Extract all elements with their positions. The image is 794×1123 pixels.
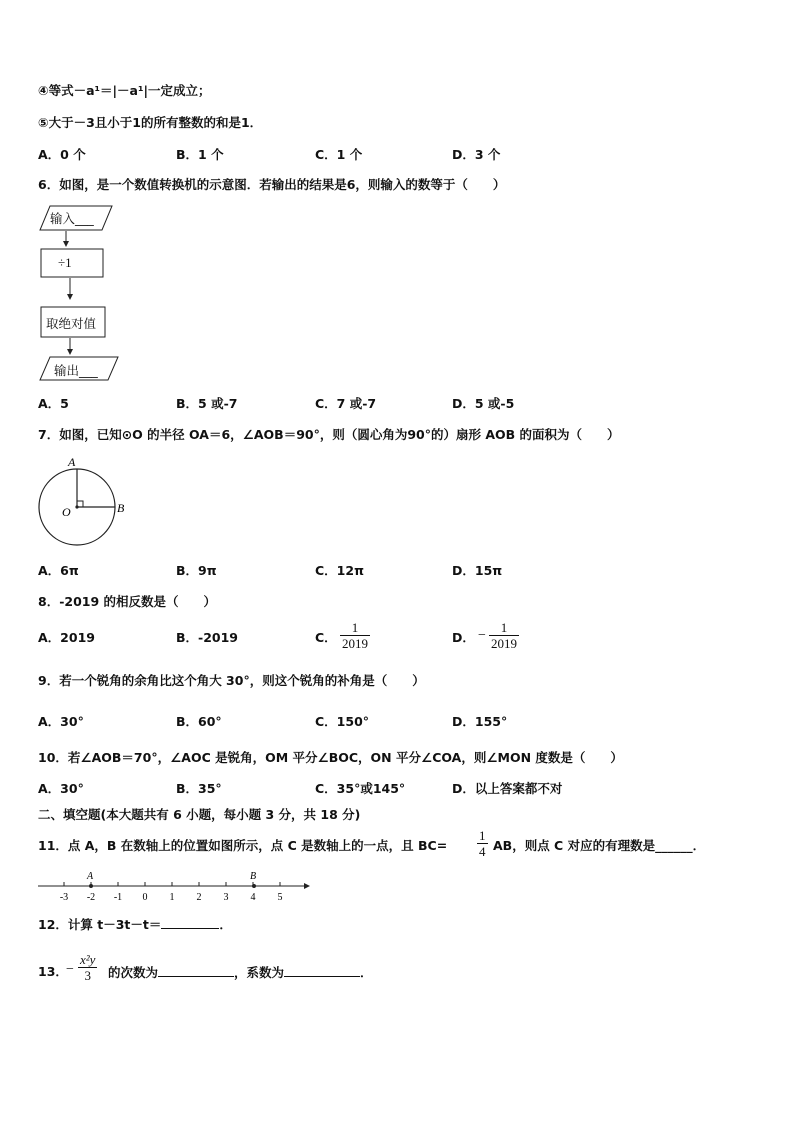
option-a: A．5 <box>38 396 69 411</box>
coefficient-blank[interactable] <box>284 964 360 977</box>
option-d: D．以上答案都不对 <box>452 781 563 796</box>
fraction-numerator: x²y <box>80 952 96 967</box>
fraction-denominator: 3 <box>84 968 91 983</box>
option-b: B．9π <box>176 563 217 578</box>
option-b: B．35° <box>176 781 222 796</box>
option-c: C．7 或-7 <box>315 396 377 411</box>
fraction-numerator: 1 <box>479 828 486 843</box>
question-10-text: 10．若∠AOB＝70°，∠AOC 是锐角，OM 平分∠BOC，ON 平分∠COA，则∠MON 度数是（ ） <box>38 750 623 765</box>
option-a: A．0 个 <box>38 147 86 162</box>
arrow-down-icon <box>63 241 69 247</box>
question-8-text: 8．-2019 的相反数是（ ） <box>38 594 217 609</box>
option-c: C．150° <box>315 714 370 729</box>
option-d: D． <box>452 630 475 645</box>
arrow-right-icon <box>304 883 310 889</box>
option-d: D．5 或-5 <box>452 396 515 411</box>
flow-divide-box <box>41 249 103 277</box>
flow-output-label: 输出___ <box>54 363 98 378</box>
question-6-text: 6．如图，是一个数值转换机的示意图．若输出的结果是6，则输入的数等于（ ） <box>38 177 506 192</box>
circle-diagram <box>34 452 134 552</box>
fraction-numerator: 1 <box>340 620 370 636</box>
option-b: B．5 或-7 <box>176 396 238 411</box>
option-c: C．1 个 <box>315 147 363 162</box>
fraction-denominator: 4 <box>479 844 486 859</box>
degree-blank[interactable] <box>158 964 234 977</box>
question-7-text: 7．如图，已知⊙O 的半径 OA＝6，∠AOB＝90°，则（圆心角为90°的）扇形 AOB 的面积为（ ） <box>38 427 620 442</box>
option-a: A．30° <box>38 781 84 796</box>
axis-tick-label: 5 <box>277 892 283 903</box>
question-12 <box>38 916 232 933</box>
degree-label: 的次数为 <box>108 965 159 980</box>
point-a <box>89 884 93 888</box>
question-12-text: 12．计算 t－3t－t＝ <box>38 917 162 932</box>
fraction-d <box>489 620 519 651</box>
option-b: B．1 个 <box>176 147 224 162</box>
question-11-text-post: AB，则点 C 对应的有理数是______． <box>493 838 706 853</box>
answer-blank[interactable] <box>161 916 219 929</box>
option-b: B．-2019 <box>176 630 239 645</box>
option-d: D．155° <box>452 714 508 729</box>
axis-tick-label: -1 <box>113 892 123 903</box>
number-line <box>36 866 316 906</box>
axis-tick-label: -3 <box>59 892 69 903</box>
option-a: A．2019 <box>38 630 95 645</box>
label-a: A <box>87 871 94 882</box>
label-b: B <box>250 871 257 882</box>
minus-sign: − <box>478 628 486 643</box>
option-a: A．30° <box>38 714 84 729</box>
arrow-down-icon <box>67 349 73 355</box>
fraction-one-quarter <box>477 828 488 859</box>
flow-divide-label: ÷1 <box>58 255 72 270</box>
option-a: A．6π <box>38 563 79 578</box>
minus-sign: − <box>66 962 74 977</box>
option-b: B．60° <box>176 714 222 729</box>
question-9-text: 9．若一个锐角的余角比这个角大 30°，则这个锐角的补角是（ ） <box>38 673 425 688</box>
arrow-down-icon <box>67 294 73 300</box>
option-c: C．12π <box>315 563 364 578</box>
option-d: D．3 个 <box>452 147 501 162</box>
point-b <box>252 884 256 888</box>
axis-tick-label: 1 <box>169 892 175 903</box>
fraction-monomial <box>78 952 97 983</box>
label-o: O <box>62 505 71 519</box>
axis-tick-label: 0 <box>142 892 148 903</box>
statement-5: ⑤大于－3且小于1的所有整数的和是1． <box>38 115 263 130</box>
question-13-text <box>108 964 373 981</box>
question-12-end: ． <box>219 917 232 932</box>
option-c: C． <box>315 630 337 645</box>
fraction-denominator: 2019 <box>491 636 517 651</box>
fraction-denominator: 2019 <box>342 636 368 651</box>
option-c: C．35°或145° <box>315 781 406 796</box>
option-d: D．15π <box>452 563 503 578</box>
axis-tick-label: -2 <box>86 892 96 903</box>
label-b: B <box>117 501 125 515</box>
fraction-c <box>340 620 370 651</box>
question-11-text-pre: 11．点 A，B 在数轴上的位置如图所示，点 C 是数轴上的一点，且 BC= <box>38 838 448 853</box>
question-13-end: ． <box>360 965 373 980</box>
section-heading: 二、填空题(本大题共有 6 小题，每小题 3 分，共 18 分) <box>38 807 361 822</box>
flow-input-label: 输入___ <box>50 211 94 226</box>
label-a: A <box>68 455 76 469</box>
statement-4: ④等式－a¹＝|－a¹|一定成立； <box>38 83 211 98</box>
center-point <box>75 505 78 508</box>
coefficient-label: ，系数为 <box>234 965 285 980</box>
axis-tick-label: 2 <box>196 892 202 903</box>
axis-tick-label: 4 <box>250 892 256 903</box>
axis-tick-label: 3 <box>223 892 229 903</box>
question-13-number: 13． <box>38 964 68 979</box>
flowchart-diagram <box>36 200 126 388</box>
fraction-numerator: 1 <box>489 620 519 636</box>
flow-abs-label: 取绝对值 <box>46 316 97 331</box>
